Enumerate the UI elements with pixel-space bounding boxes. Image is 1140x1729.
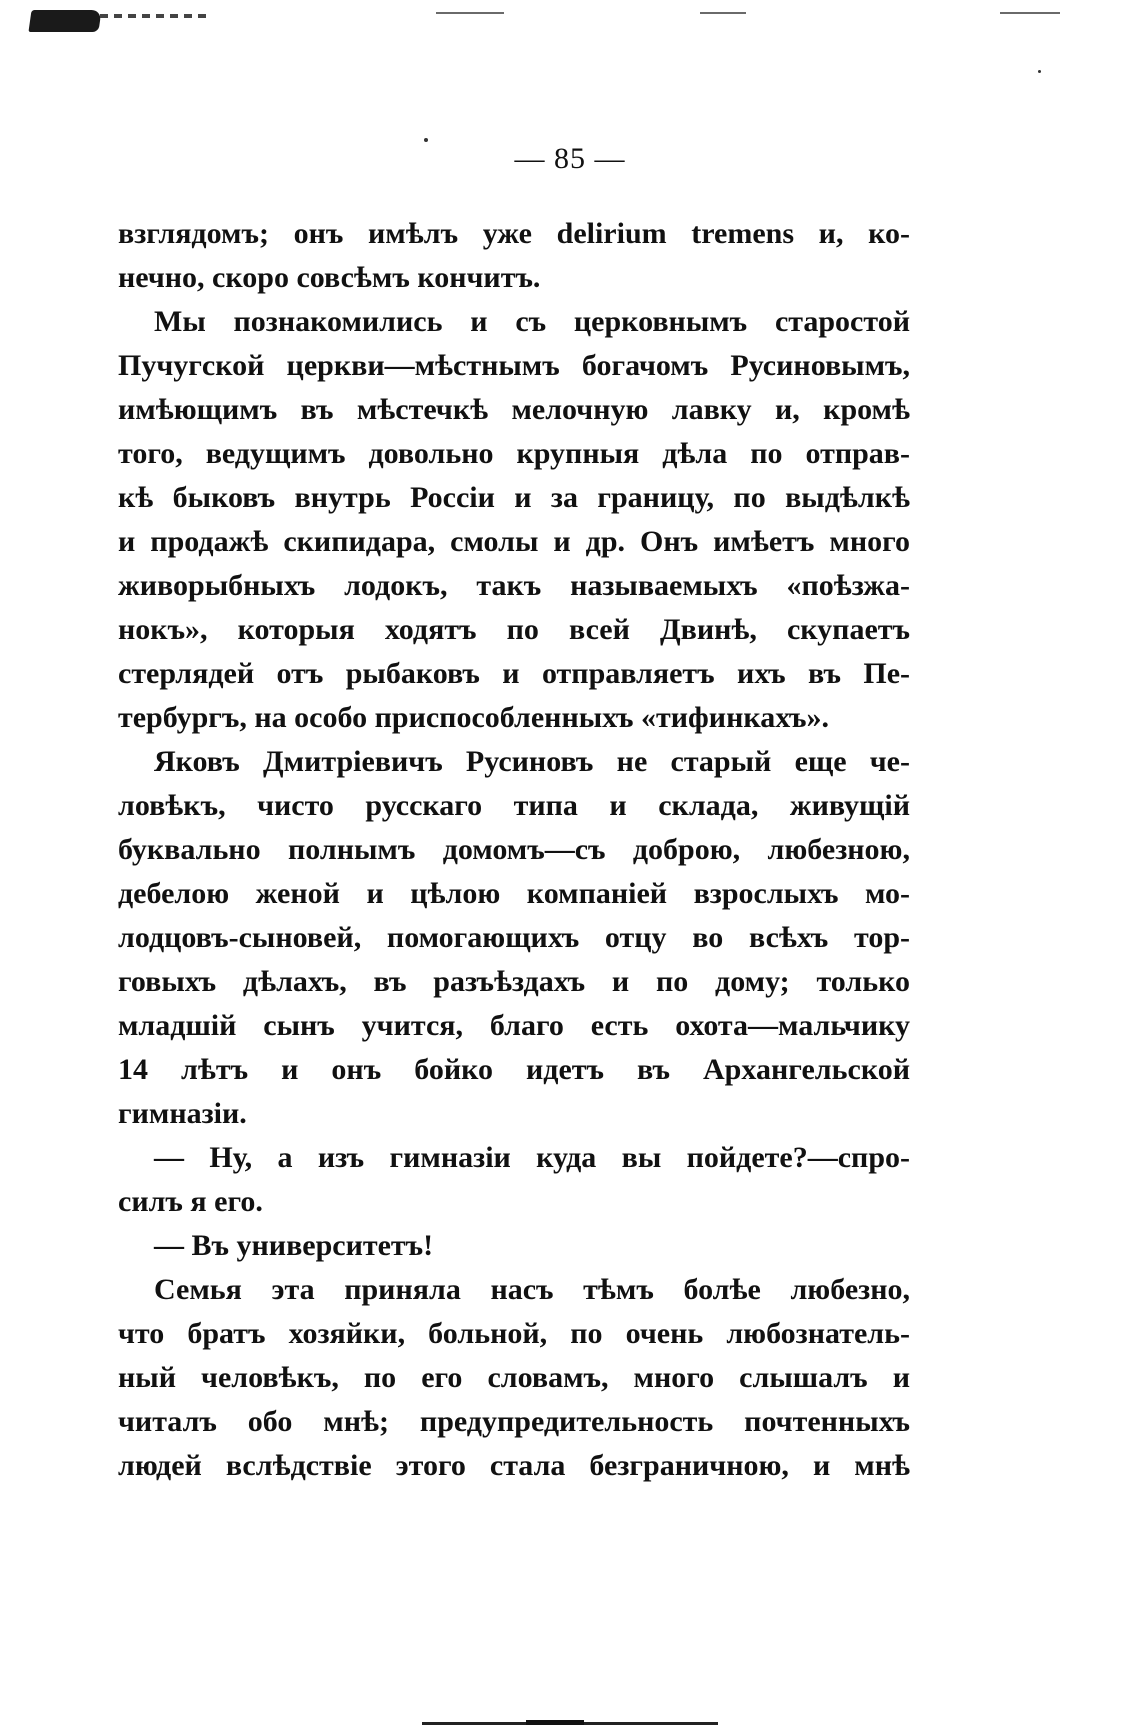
scan-dot (1038, 70, 1041, 73)
text-line: кѣ быковъ внутрь Россіи и за границу, по выдѣлкѣ (118, 481, 910, 514)
text-line: буквально полнымъ домомъ—съ доброю, любезною, (118, 833, 910, 866)
text-line: дебелою женой и цѣлою компаніей взрослыхъ мо- (118, 877, 910, 910)
scan-line (436, 12, 504, 14)
text-line: имѣющимъ въ мѣстечкѣ мелочную лавку и, кромѣ (118, 393, 910, 426)
body-text (118, 212, 910, 1488)
scan-smudge-tail (100, 14, 210, 18)
bottom-rule-heavy (526, 1720, 584, 1725)
text-line: что братъ хозяйки, больной, по очень любознатель- (118, 1317, 910, 1350)
scan-line (700, 12, 746, 14)
text-line: Мы познакомились и съ церковнымъ старостой (154, 305, 910, 338)
text-line: младшій сынъ учится, благо есть охота—мальчику (118, 1009, 910, 1042)
text-line: Пучугской церкви—мѣстнымъ богачомъ Русиновымъ, (118, 349, 910, 382)
text-line: силъ я его. (118, 1185, 263, 1218)
text-line: людей вслѣдствіе этого стала безграничною, и мнѣ (118, 1449, 910, 1482)
text-line: 14 лѣтъ и онъ бойко идетъ въ Архангельской (118, 1053, 910, 1086)
page-number: — 85 — (514, 142, 626, 175)
text-line: гимназіи. (118, 1097, 247, 1130)
text-line: Семья эта приняла насъ тѣмъ болѣе любезно, (154, 1273, 910, 1306)
text-line: тербургъ, на особо приспособленныхъ «тифинкахъ». (118, 701, 830, 734)
scan-line (1000, 12, 1060, 14)
text-line: ный человѣкъ, по его словамъ, много слышалъ и (118, 1361, 910, 1394)
text-line: — Ну, а изъ гимназіи куда вы пойдете?—спро- (154, 1141, 910, 1174)
text-line: нокъ», которыя ходятъ по всей Двинѣ, скупаетъ (118, 613, 910, 646)
text-line: ловѣкъ, чисто русскаго типа и склада, живущій (118, 789, 910, 822)
text-line: нечно, скоро совсѣмъ кончитъ. (118, 261, 541, 294)
text-line: лодцовъ-сыновей, помогающихъ отцу во всѣхъ тор- (118, 921, 910, 954)
text-line: говыхъ дѣлахъ, въ разъѣздахъ и по дому; только (118, 965, 910, 998)
text-line: стерлядей отъ рыбаковъ и отправляетъ ихъ въ Пе- (118, 657, 910, 690)
text-line: живорыбныхъ лодокъ, такъ называемыхъ «поѣзжа- (118, 569, 910, 602)
text-line: и продажѣ скипидара, смолы и др. Онъ имѣетъ много (118, 525, 910, 558)
text-line: читалъ обо мнѣ; предупредительность почтенныхъ (118, 1405, 910, 1438)
text-line: — Въ университетъ! (154, 1229, 434, 1262)
text-line: того, ведущимъ довольно крупныя дѣла по отправ- (118, 437, 910, 470)
text-line: взглядомъ; онъ имѣлъ уже delirium tremens и, ко- (118, 217, 910, 250)
text-line: Яковъ Дмитріевичъ Русиновъ не старый еще че- (154, 745, 910, 778)
scan-smudge (28, 10, 101, 32)
